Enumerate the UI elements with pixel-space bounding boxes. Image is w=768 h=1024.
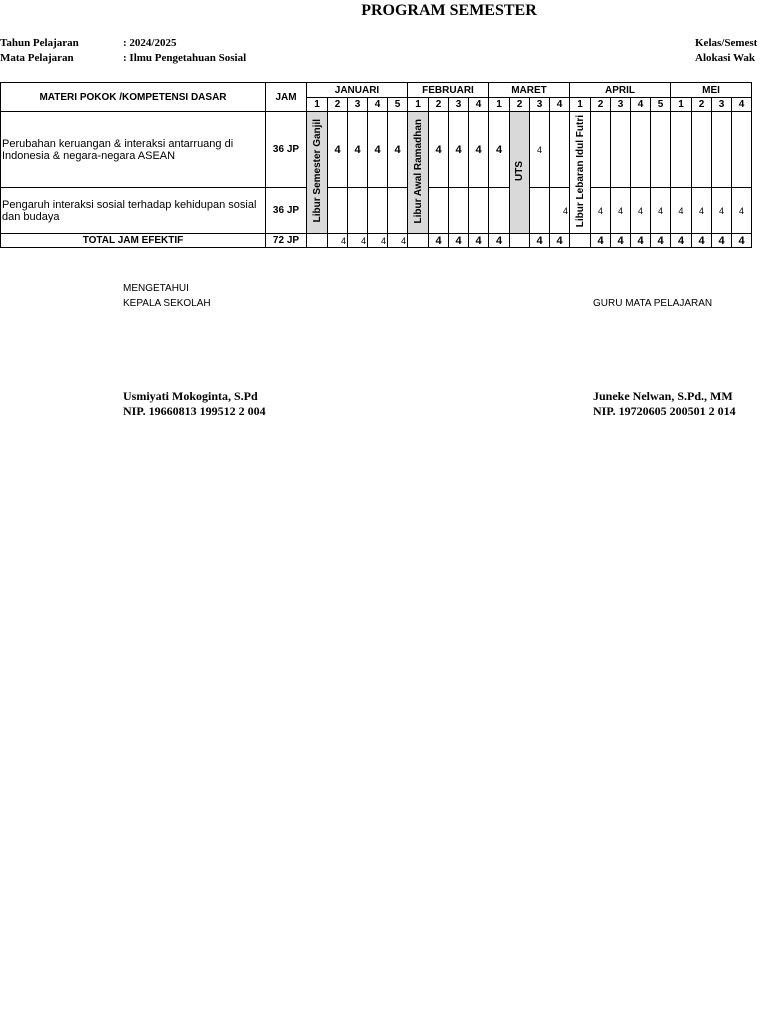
libur-ramadhan-label: Libur Awal Ramadhan: [412, 118, 424, 224]
libur-lebaran: [570, 112, 591, 234]
week-value: [611, 112, 631, 188]
week-value: [712, 112, 732, 188]
materi-cell: Perubahan keruangan & interaksi antarruang di Indonesia & negara-negara ASEAN: [1, 112, 266, 188]
week-value: [469, 188, 489, 234]
week-number: 1: [307, 98, 328, 112]
kepala-sekolah-caption: KEPALA SEKOLAH: [123, 298, 211, 309]
week-value: 4: [328, 112, 348, 188]
week-value: [550, 112, 570, 188]
uts-label: UTS: [514, 161, 525, 181]
week-value: 4: [651, 188, 671, 234]
week-number: 1: [570, 98, 591, 112]
program-semester-table: [0, 82, 752, 248]
jam-cell: 36 JP: [266, 188, 307, 234]
week-value: [692, 112, 712, 188]
week-value: [388, 188, 408, 234]
week-value: [732, 112, 752, 188]
alokasi-label: Alokasi Wak: [695, 52, 756, 64]
week-value: [449, 188, 469, 234]
week-total: 4: [692, 234, 712, 248]
week-value: [348, 188, 368, 234]
guru-nip: NIP. 19720605 200501 2 014: [593, 404, 736, 418]
week-value: 4: [449, 112, 469, 188]
week-value: 4: [429, 112, 449, 188]
week-total: 4: [631, 234, 651, 248]
week-value: 4: [631, 188, 651, 234]
libur-awal-ramadhan: [408, 112, 429, 234]
week-total: [510, 234, 530, 248]
week-value: 4: [388, 112, 408, 188]
total-jam: 72 JP: [266, 234, 307, 248]
table-row: [1, 112, 752, 188]
week-value: [368, 188, 388, 234]
week-number: 3: [449, 98, 469, 112]
month-april: APRIL: [570, 83, 671, 98]
jam-cell: 36 JP: [266, 112, 307, 188]
week-value: 4: [530, 112, 550, 188]
week-number: 1: [671, 98, 692, 112]
week-value: [591, 112, 611, 188]
month-januari: JANUARI: [307, 83, 408, 98]
week-total: [570, 234, 591, 248]
week-number: 2: [510, 98, 530, 112]
week-number: 5: [651, 98, 671, 112]
total-label: TOTAL JAM EFEKTIF: [1, 234, 266, 248]
uts-block: [510, 112, 530, 234]
week-value: 4: [348, 112, 368, 188]
header-jam: JAM: [266, 83, 307, 112]
guru-name: Juneke Nelwan, S.Pd., MM: [593, 389, 733, 403]
week-total: 4: [429, 234, 449, 248]
week-total: 4: [368, 234, 388, 248]
week-number: 4: [550, 98, 570, 112]
week-value: 4: [368, 112, 388, 188]
libur-lebaran-label: Libur Lebaran Idul Futri: [574, 114, 586, 228]
week-total: 4: [591, 234, 611, 248]
tahun-label: Tahun Pelajaran: [0, 37, 79, 49]
week-total: 4: [469, 234, 489, 248]
week-total: [307, 234, 328, 248]
week-total: 4: [348, 234, 368, 248]
week-total: 4: [732, 234, 752, 248]
week-value: 4: [712, 188, 732, 234]
week-number: 4: [732, 98, 752, 112]
month-februari: FEBRUARI: [408, 83, 489, 98]
week-total: 4: [530, 234, 550, 248]
week-value: 4: [671, 188, 692, 234]
week-number: 3: [348, 98, 368, 112]
week-total: 4: [388, 234, 408, 248]
week-total: 4: [449, 234, 469, 248]
week-number: 1: [489, 98, 510, 112]
week-total: 4: [489, 234, 510, 248]
week-number: 3: [530, 98, 550, 112]
mapel-label: Mata Pelajaran: [0, 52, 74, 64]
week-number: 4: [631, 98, 651, 112]
week-value: [530, 188, 550, 234]
month-maret: MARET: [489, 83, 570, 98]
kepala-sekolah-nip: NIP. 19660813 199512 2 004: [123, 404, 266, 418]
week-value: [429, 188, 449, 234]
mengetahui-caption: MENGETAHUI: [123, 283, 189, 294]
week-total: [408, 234, 429, 248]
week-number: 4: [469, 98, 489, 112]
week-value: [489, 188, 510, 234]
libur-ganjil-label: Libur Semester Ganjil: [311, 119, 323, 223]
week-value: 4: [469, 112, 489, 188]
week-total: 4: [550, 234, 570, 248]
mapel-value: : Ilmu Pengetahuan Sosial: [123, 52, 247, 64]
week-total: 4: [611, 234, 631, 248]
materi-cell: Pengaruh interaksi sosial terhadap kehidupan sosial dan budaya: [1, 188, 266, 234]
month-mei: MEI: [671, 83, 752, 98]
week-value: [671, 112, 692, 188]
week-value: 4: [550, 188, 570, 234]
week-value: [631, 112, 651, 188]
kepala-sekolah-name: Usmiyati Mokoginta, S.Pd: [123, 389, 258, 403]
tahun-value: : 2024/2025: [123, 37, 177, 49]
week-number: 2: [429, 98, 449, 112]
week-number: 3: [611, 98, 631, 112]
week-value: [328, 188, 348, 234]
week-value: 4: [611, 188, 631, 234]
week-number: 3: [712, 98, 732, 112]
week-number: 2: [591, 98, 611, 112]
week-value: 4: [692, 188, 712, 234]
guru-caption: GURU MATA PELAJARAN: [593, 298, 713, 309]
week-value: 4: [732, 188, 752, 234]
week-number: 5: [388, 98, 408, 112]
week-total: 4: [712, 234, 732, 248]
week-value: [651, 112, 671, 188]
week-total: 4: [651, 234, 671, 248]
week-value: 4: [591, 188, 611, 234]
kelas-label: Kelas/Semest: [695, 37, 758, 49]
total-row: [1, 234, 752, 248]
week-total: 4: [328, 234, 348, 248]
week-total: 4: [671, 234, 692, 248]
week-value: 4: [489, 112, 510, 188]
week-number: 1: [408, 98, 429, 112]
week-number: 2: [692, 98, 712, 112]
week-number: 2: [328, 98, 348, 112]
libur-semester-ganjil: [307, 112, 328, 234]
page-title: PROGRAM SEMESTER: [361, 2, 537, 19]
header-materi: MATERI POKOK /KOMPETENSI DASAR: [1, 83, 266, 112]
table-row: [1, 188, 752, 234]
week-number: 4: [368, 98, 388, 112]
